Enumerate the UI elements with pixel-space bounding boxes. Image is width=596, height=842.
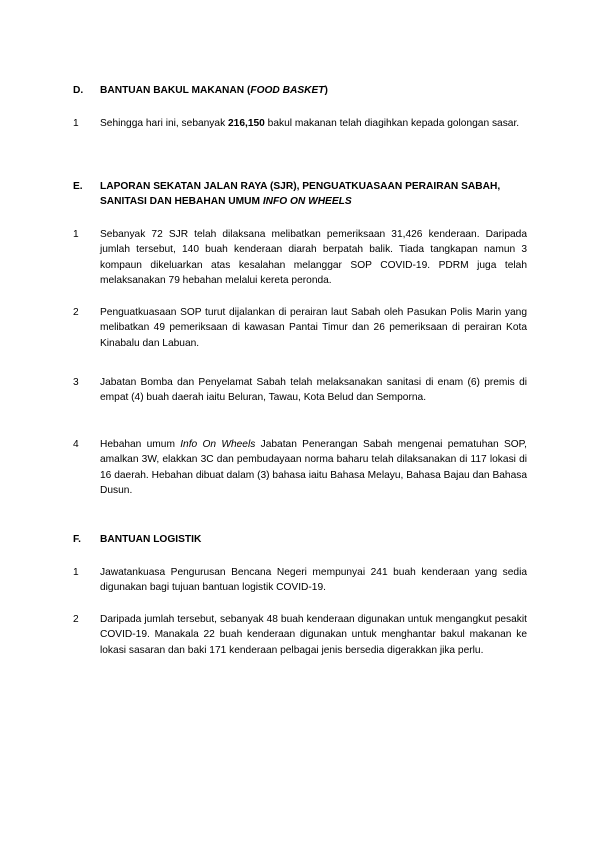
item-number: 1 bbox=[73, 118, 79, 129]
item-text bbox=[100, 116, 527, 131]
item-number: 2 bbox=[73, 307, 79, 318]
section-f-title: BANTUAN LOGISTIK bbox=[100, 534, 202, 545]
section-d-letter: D. bbox=[73, 85, 84, 96]
section-d-title-italic: FOOD BASKET bbox=[250, 85, 325, 96]
section-f-letter: F. bbox=[73, 534, 81, 545]
section-d-title bbox=[100, 83, 528, 98]
item-number: 3 bbox=[73, 377, 79, 388]
item-text: Jabatan Bomba dan Penyelamat Sabah telah melaksanakan sanitasi di enam (6) premis di empat (4) buah daerah iaitu Beluran, Tawau, Kota Belud dan Semporna. bbox=[100, 377, 527, 404]
section-d-title-pre: BANTUAN BAKUL MAKANAN ( bbox=[100, 85, 251, 96]
section-e-title-italic: INFO ON WHEELS bbox=[262, 196, 352, 207]
item-text-post: bakul makanan telah diagihkan kepada golongan sasar. bbox=[264, 118, 520, 129]
item-text: Jawatankuasa Pengurusan Bencana Negeri mempunyai 241 buah kenderaan yang sedia digunakan bagi tujuan bantuan logistik COVID-19. bbox=[100, 567, 527, 594]
section-e-title-pre: LAPORAN SEKATAN JALAN RAYA (SJR), PENGUATKUASAAN PERAIRAN SABAH, SANITASI DAN HEBAHAN UMUM bbox=[100, 181, 501, 207]
item-text-bold: 216,150 bbox=[228, 118, 265, 129]
section-e-letter: E. bbox=[73, 181, 83, 192]
item-text: Daripada jumlah tersebut, sebanyak 48 buah kenderaan digunakan untuk mengangkut pesakit COVID-19. Manakala 22 buah kenderaan digunakan untuk menghantar bakul makanan ke lokasi sasaran dan baki 171 kenderaan pelbagai jenis bersedia digerakkan jika perlu. bbox=[100, 614, 527, 656]
item-number: 4 bbox=[73, 439, 79, 450]
item-number: 1 bbox=[73, 567, 79, 578]
item-text-italic: Info On Wheels bbox=[180, 439, 256, 450]
item-text-pre: Hebahan umum bbox=[100, 439, 181, 450]
section-e-title bbox=[100, 179, 528, 209]
section-d-title-post: ) bbox=[324, 85, 328, 96]
item-text: Penguatkuasaan SOP turut dijalankan di perairan laut Sabah oleh Pasukan Polis Marin yang melibatkan 49 pemeriksaan di kawasan Pantai Timur dan 26 pemeriksaan di perairan Kota Kinabalu dan Labuan. bbox=[100, 307, 527, 349]
item-text: Sebanyak 72 SJR telah dilaksana melibatkan pemeriksaan 31,426 kenderaan. Daripada jumlah tersebut, 140 buah kenderaan diarah berpatah balik. Tiada tangkapan namun 3 kompaun dikeluarkan atas kesalahan melanggar SOP COVID-19. PDRM juga telah melaksanakan 79 hebahan melalui kereta peronda. bbox=[100, 229, 527, 287]
item-text-post: Jabatan Penerangan Sabah mengenai pematuhan SOP, amalkan 3W, elakkan 3C dan pembudayaan norma baharu telah dilaksanakan di 117 lokasi di 16 daerah. Hebahan dibuat dalam (3) bahasa iaitu Bahasa Melayu, Bahasa Bajau dan Bahasa Dusun. bbox=[100, 439, 527, 497]
item-text-pre: Sehingga hari ini, sebanyak bbox=[100, 118, 228, 129]
item-text bbox=[100, 437, 527, 499]
item-number: 2 bbox=[73, 614, 79, 625]
item-number: 1 bbox=[73, 229, 79, 240]
